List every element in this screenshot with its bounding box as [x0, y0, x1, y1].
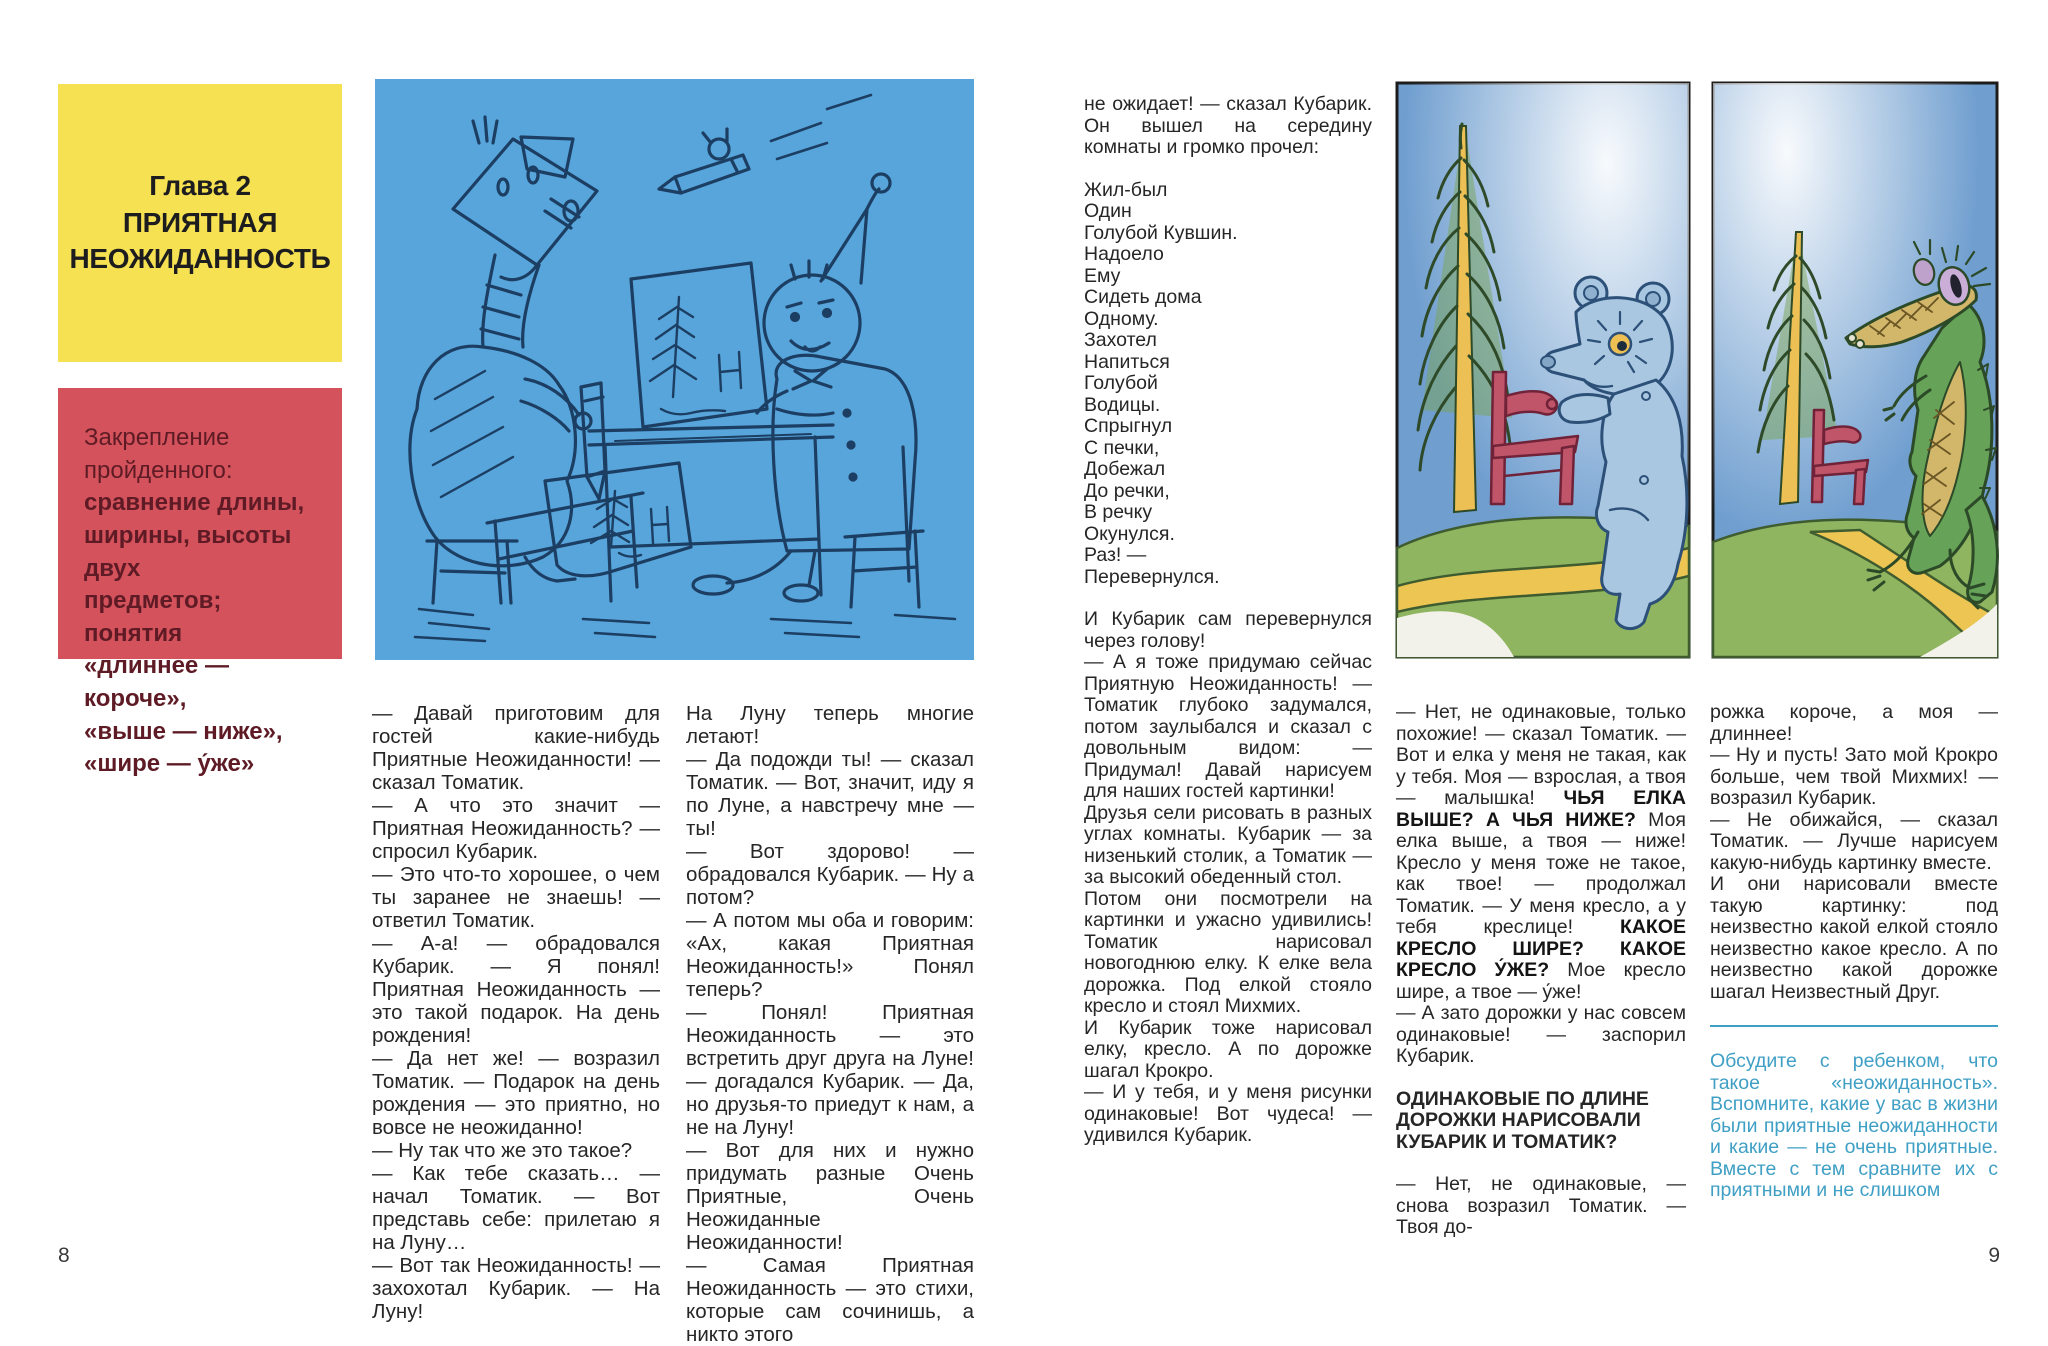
bear-illustration — [1394, 80, 1692, 660]
chapter-title: Глава 2 ПРИЯТНАЯ НЕОЖИДАННОСТЬ — [69, 170, 331, 275]
text-column-right-3 — [1710, 702, 1998, 1202]
paragraph: — Понял! Приятная Неожиданность — это встретить друг друга на Луне! — догадался Кубарик. — Да, но друзья-то приедут к нам, а не на Луну! — [686, 1001, 974, 1139]
paragraph: ОДИНАКОВЫЕ ПО ДЛИНЕ ДОРОЖКИ НАРИСОВАЛИ КУБАРИК И ТОМАТИК? — [1396, 1087, 1649, 1153]
page-number-left: 8 — [58, 1244, 70, 1267]
paragraph: — Давай приготовим для гостей какие-нибудь Приятные Неожиданности! — сказал Томатик. — [372, 702, 660, 794]
paragraph: — Нет, не одинаковые, только похожие! — сказал Томатик. — Вот и елка у меня не такая, как у тебя. Моя — взрослая, а твоя — малышка! ЧЬЯ ЕЛКА ВЫШЕ? А ЧЬЯ НИЖЕ? Моя елка выше, а твоя — ниже! Кресло у меня тоже не такое, как твое! — продолжал Томатик. — У меня кресло, а у тебя креслице! КАКОЕ КРЕСЛО ШИРЕ? КАКОЕ КРЕСЛО У́ЖЕ? Мое кресло шире, а твое — у́же! — [1396, 701, 1687, 1003]
text-column-right-1 — [1084, 94, 1372, 1147]
paragraph: — Как тебе сказать… — начал Томатик. — Вот представь себе: прилетаю я на Луну… — [372, 1162, 660, 1254]
paragraph: — А я тоже придумаю сейчас Приятную Неожиданность! — Томатик глубоко задумался, потом заулыбался и сказал с довольным видом: — Придумал! Давай нарисуем для наших гостей картинки! — [1084, 651, 1372, 802]
crocodile-illustration-svg — [1710, 80, 2000, 660]
paragraph: — Да нет же! — возразил Томатик. — Подарок на день рождения — это приятно, но вовсе не неожиданно! — [372, 1047, 660, 1139]
paragraph: Жил-был Один Голубой Кувшин. Надоело Ему Сидеть дома Одному. Захотел Напиться Голубой Водицы. Спрыгнул С печки, Добежал До речки, В речку Окунулся. Раз! — Перевернулся. — [1084, 178, 1238, 588]
text-column-right-2 — [1396, 702, 1686, 1239]
paragraph: — Ну так что же это такое? — [372, 1139, 633, 1162]
page-number-right: 9 — [1988, 1244, 2000, 1267]
method-note-topics: сравнение длины, ширины, высоты двух предметов; понятия «длиннее — короче», «выше — ниже», «шире — у́же» — [84, 489, 305, 778]
paragraph: — Не обижайся, — сказал Томатик. — Лучше нарисуем какую-нибудь картинку вместе. — [1710, 808, 1998, 874]
paragraph: — А-а! — обрадовался Кубарик. — Я понял! Приятная Неожиданность — это такой подарок. На день рождения! — [372, 932, 660, 1047]
paragraph: — А зато дорожки у нас совсем одинаковые! — заспорил Кубарик. — [1396, 1002, 1686, 1067]
paragraph: — Ну и пусть! Зато мой Крокро больше, чем твой Михмих! — возразил Кубарик. — [1710, 744, 1998, 809]
paragraph: Потом они посмотрели на картинки и ужасно удивились! Томатик нарисовал новогоднюю елку. К елке вела дорожка. Под елкой стояло кресло и стоял Михмих. — [1084, 887, 1372, 1017]
studio-illustration-svg — [375, 79, 974, 660]
paragraph: И они нарисовали вместе такую картинку: под неизвестно какой елкой стояло неизвестно какое кресло. А по неизвестно какой дорожке шагал Неизвестный Друг. — [1710, 873, 1998, 1003]
paragraph: — И у тебя, и у меня рисунки одинаковые! Вот чудеса! — удивился Кубарик. — [1084, 1081, 1372, 1146]
paragraph: — Да подожди ты! — сказал Томатик. — Вот, значит, иду я по Луне, а навстречу мне — ты! — [686, 748, 974, 840]
paragraph: — Вот так Неожиданность! — захохотал Кубарик. — На Луну! — [372, 1254, 660, 1323]
paragraph: И Кубарик тоже нарисовал елку, кресло. А по дорожке шагал Крокро. — [1084, 1016, 1372, 1082]
paragraph: — Вот здорово! — обрадовался Кубарик. — Ну а потом? — [686, 840, 974, 909]
chapter-box — [58, 84, 342, 362]
text-column-left-2 — [686, 702, 974, 1346]
studio-illustration — [375, 79, 974, 660]
section-rule — [1710, 1025, 1998, 1027]
paragraph: Обсудите с ребенком, что такое «неожиданность». Вспомните, какие у вас в жизни были приятные неожиданности и какие — не очень приятные. Вместе с тем сравните их с приятными и не слишком — [1710, 1050, 1998, 1201]
paragraph: рожка короче, а моя — длиннее! — [1710, 701, 1998, 745]
paragraph: — А потом мы оба и говорим: «Ах, какая Приятная Неожиданность!» Понял теперь? — [686, 909, 974, 1001]
bear-illustration-svg — [1394, 80, 1692, 660]
paragraph: — Самая Приятная Неожиданность — это стихи, которые сам сочинишь, а никто этого — [686, 1254, 974, 1346]
paragraph: не ожидает! — сказал Кубарик. Он вышел на середину комнаты и громко прочел: — [1084, 93, 1372, 158]
paragraph: На Луну теперь многие летают! — [686, 702, 974, 748]
paragraph: — Вот для них и нужно придумать разные Очень Приятные, Очень Неожиданные Неожиданности! — [686, 1139, 974, 1254]
paragraph: Друзья сели рисовать в разных углах комнаты. Кубарик — за низенький столик, а Томатик — за высокий обеденный стол. — [1084, 801, 1372, 888]
paragraph: И Кубарик сам перевернулся через голову! — [1084, 608, 1372, 652]
text-column-left-1 — [372, 702, 660, 1323]
paragraph: — А что это значит — Приятная Неожиданность? — спросил Кубарик. — [372, 794, 660, 863]
method-note-box — [58, 388, 342, 778]
method-note-intro: Закрепление пройденного: — [84, 424, 233, 484]
paragraph: — Это что-то хорошее, о чем ты заранее не знаешь! — ответил Томатик. — [372, 863, 660, 932]
crocodile-illustration — [1710, 80, 2000, 660]
paragraph: — Нет, не одинаковые, — снова возразил Томатик. — Твоя до- — [1396, 1173, 1686, 1238]
